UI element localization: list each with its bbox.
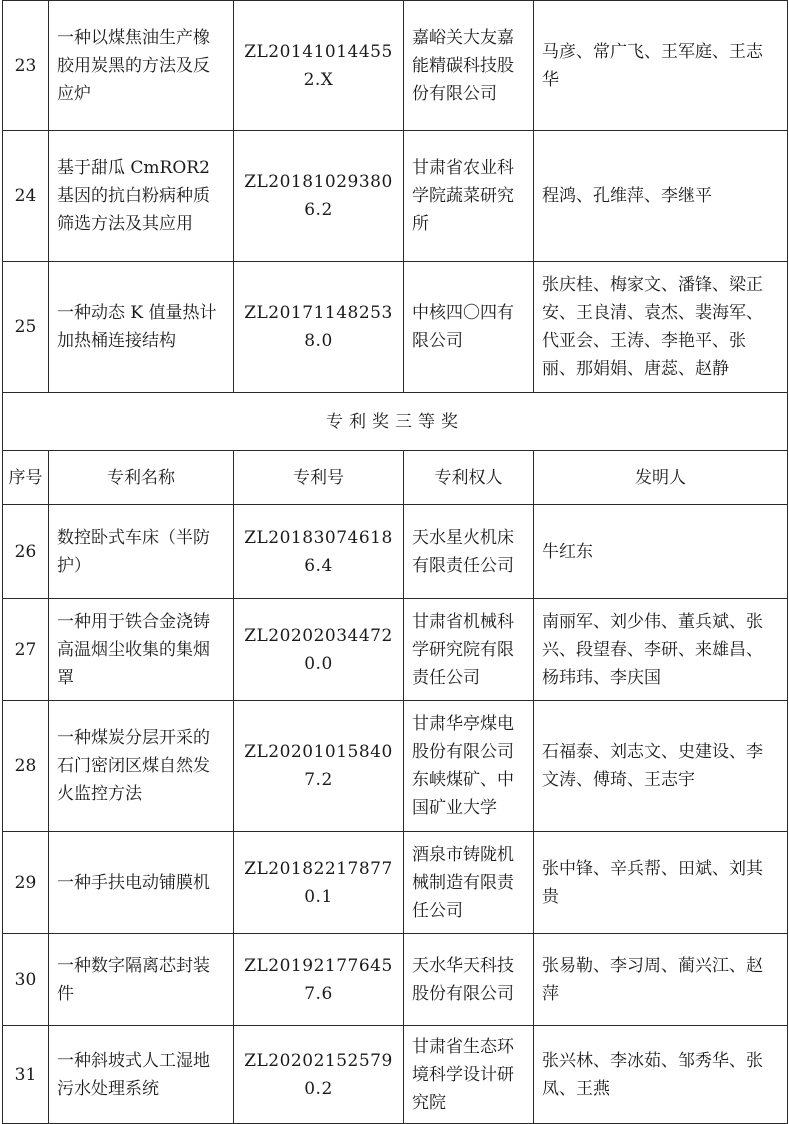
table-row — [3, 934, 788, 1026]
table-row — [3, 832, 788, 934]
table-row — [3, 1, 788, 131]
patent-owner: 甘肃省机械科学研究院有限责任公司 — [404, 599, 534, 701]
inventors: 张兴林、李冰茹、邹秀华、张凤、王燕 — [534, 1026, 788, 1124]
patent-owner: 天水星火机床有限责任公司 — [404, 505, 534, 599]
inventors: 马彦、常广飞、王军庭、王志华 — [534, 1, 788, 131]
inventors: 南丽军、刘少伟、董兵斌、张兴、段望春、李研、来雄昌、杨玮玮、李庆国 — [534, 599, 788, 701]
patent-number: ZL201410144552.X — [234, 1, 404, 131]
patent-owner: 天水华天科技股份有限公司 — [404, 934, 534, 1026]
inventors: 张易勒、李习周、蔺兴江、赵萍 — [534, 934, 788, 1026]
inventors: 石福泰、刘志文、史建设、李文涛、傅琦、王志宇 — [534, 701, 788, 832]
patent-name: 一种以煤焦油生产橡胶用炭黑的方法及反应炉 — [49, 1, 234, 131]
header-row — [3, 451, 788, 505]
patent-owner: 中核四〇四有限公司 — [404, 262, 534, 393]
patent-owner: 甘肃省生态环境科学设计研究院 — [404, 1026, 534, 1124]
patent-number: ZL202020344720.0 — [234, 599, 404, 701]
patent-name: 一种斜坡式人工湿地污水处理系统 — [49, 1026, 234, 1124]
patent-number: ZL201921776457.6 — [234, 934, 404, 1026]
patent-award-table — [2, 0, 788, 1124]
patent-name: 一种煤炭分层开采的石门密闭区煤自然发火监控方法 — [49, 701, 234, 832]
row-number: 25 — [3, 262, 49, 393]
row-number: 28 — [3, 701, 49, 832]
patent-name: 数控卧式车床（半防护） — [49, 505, 234, 599]
row-number: 24 — [3, 131, 49, 262]
patent-owner: 甘肃华亭煤电股份有限公司东峡煤矿、中国矿业大学 — [404, 701, 534, 832]
patent-number: ZL202010158407.2 — [234, 701, 404, 832]
header-name: 专利名称 — [49, 451, 234, 505]
section-title-row — [3, 393, 788, 451]
patent-name: 一种动态 K 值量热计加热桶连接结构 — [49, 262, 234, 393]
patent-number: ZL201810293806.2 — [234, 131, 404, 262]
inventors: 程鸿、孔维萍、李继平 — [534, 131, 788, 262]
patent-name: 一种用于铁合金浇铸高温烟尘收集的集烟罩 — [49, 599, 234, 701]
section-title: 专利奖三等奖 — [3, 393, 788, 451]
patent-owner: 甘肃省农业科学院蔬菜研究所 — [404, 131, 534, 262]
patent-owner: 嘉峪关大友嘉能精碳科技股份有限公司 — [404, 1, 534, 131]
patent-number: ZL201711482538.0 — [234, 262, 404, 393]
row-number: 30 — [3, 934, 49, 1026]
row-number: 27 — [3, 599, 49, 701]
row-number: 29 — [3, 832, 49, 934]
inventors: 张庆桂、梅家文、潘锋、梁正安、王良清、袁杰、裴海军、代亚会、王涛、李艳平、张丽、那娟娟、唐蕊、赵静 — [534, 262, 788, 393]
patent-name: 一种数字隔离芯封装件 — [49, 934, 234, 1026]
table-row — [3, 262, 788, 393]
row-number: 31 — [3, 1026, 49, 1124]
table-row — [3, 599, 788, 701]
patent-name: 一种手扶电动铺膜机 — [49, 832, 234, 934]
row-number: 23 — [3, 1, 49, 131]
patent-number: ZL202021525790.2 — [234, 1026, 404, 1124]
table-row — [3, 505, 788, 599]
patent-owner: 酒泉市铸陇机械制造有限责任公司 — [404, 832, 534, 934]
table-row — [3, 1026, 788, 1124]
header-owner: 专利权人 — [404, 451, 534, 505]
inventors: 牛红东 — [534, 505, 788, 599]
table-row — [3, 701, 788, 832]
patent-number: ZL201822178770.1 — [234, 832, 404, 934]
inventors: 张中锋、辛兵帮、田斌、刘其贵 — [534, 832, 788, 934]
patent-name: 基于甜瓜 CmROR2 基因的抗白粉病种质筛选方法及其应用 — [49, 131, 234, 262]
row-number: 26 — [3, 505, 49, 599]
header-patent-no: 专利号 — [234, 451, 404, 505]
table-row — [3, 131, 788, 262]
patent-number: ZL201830746186.4 — [234, 505, 404, 599]
header-no: 序号 — [3, 451, 49, 505]
header-inventors: 发明人 — [534, 451, 788, 505]
